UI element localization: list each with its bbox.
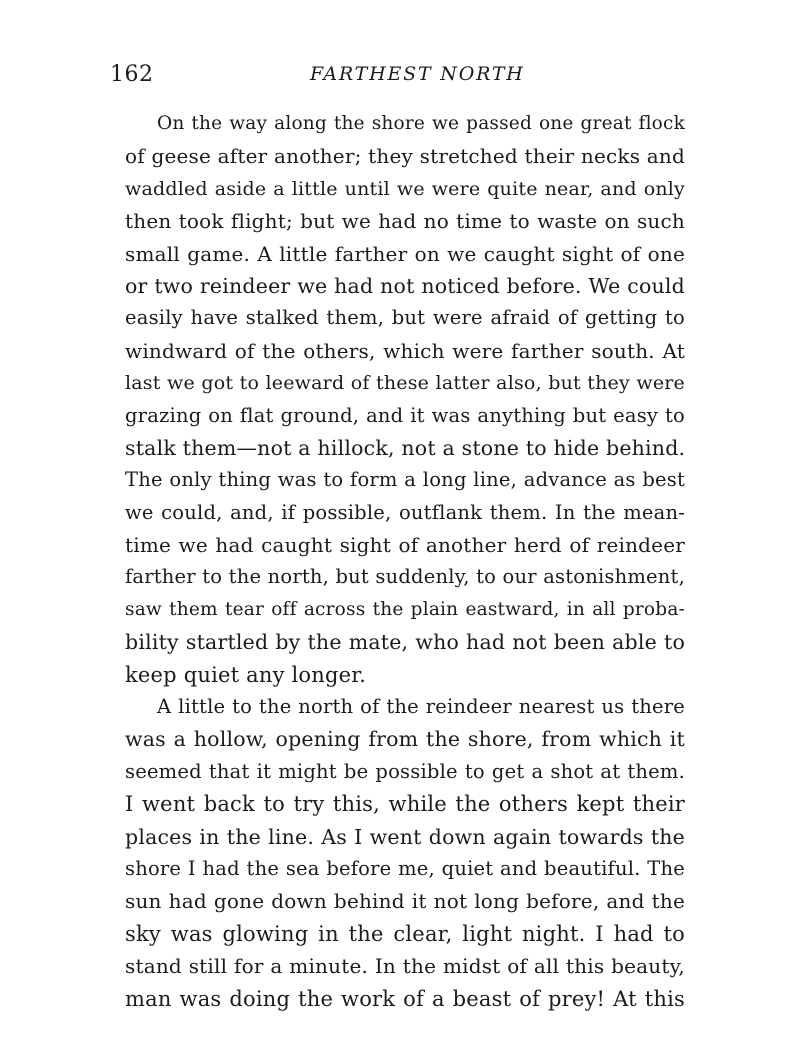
- text-line: sky was glowing in the clear, light night. I had to: [125, 921, 685, 946]
- text-line: waddled aside a little until we were quite near, and only: [125, 177, 685, 200]
- paragraph-1: [125, 108, 685, 691]
- text-line: keep quiet any longer.: [125, 662, 367, 687]
- text-line: last we got to leeward of these latter also, but they were: [125, 372, 685, 395]
- text-line: or two reindeer we had not noticed before. We could: [125, 273, 685, 298]
- text-line: saw them tear off across the plain eastward, in all proba-: [125, 598, 685, 620]
- text-line: places in the line. As I went down again towards the: [125, 824, 685, 849]
- text-line: seemed that it might be possible to get a shot at them.: [125, 759, 685, 783]
- text-line: grazing on flat ground, and it was anything but easy to: [125, 403, 685, 427]
- text-line: shore I had the sea before me, quiet and beautiful. The: [125, 856, 685, 880]
- text-line: easily have stalked them, but were afraid of getting to: [125, 306, 685, 330]
- text-line: The only thing was to form a long line, advance as best: [125, 468, 685, 492]
- body-text: [125, 108, 685, 1015]
- text-line: man was doing the work of a beast of prey! At this: [125, 986, 685, 1011]
- text-line: sun had gone down behind it not long before, and the: [125, 889, 685, 914]
- text-line: was a hollow, opening from the shore, from which it: [125, 727, 685, 752]
- text-line: then took flight; but we had no time to waste on such: [125, 209, 685, 234]
- text-line: On the way along the shore we passed one great flock: [157, 113, 685, 134]
- paragraph-2: [125, 691, 685, 1015]
- running-head: [110, 62, 690, 92]
- text-line: small game. A little farther on we caught sight of one: [125, 241, 685, 266]
- text-line: windward of the others, which were farther south. At: [125, 338, 685, 363]
- text-line: of geese after another; they stretched their necks and: [125, 144, 685, 169]
- text-line: farther to the north, but suddenly, to our astonishment,: [125, 565, 685, 589]
- text-line: stalk them—not a hillock, not a stone to hide behind.: [125, 435, 686, 460]
- text-line: we could, and, if possible, outflank them. In the mean-: [125, 500, 685, 524]
- running-title: FARTHEST NORTH: [310, 63, 525, 85]
- text-line: time we had caught sight of another herd of reindeer: [125, 533, 685, 558]
- text-line: I went back to try this, while the others kept their: [125, 792, 685, 817]
- text-line: A little to the north of the reindeer nearest us there: [157, 695, 685, 719]
- text-line: bility startled by the mate, who had not been able to: [125, 630, 685, 655]
- text-line: stand still for a minute. In the midst of all this beauty,: [125, 954, 685, 979]
- page-number: 162: [110, 62, 154, 87]
